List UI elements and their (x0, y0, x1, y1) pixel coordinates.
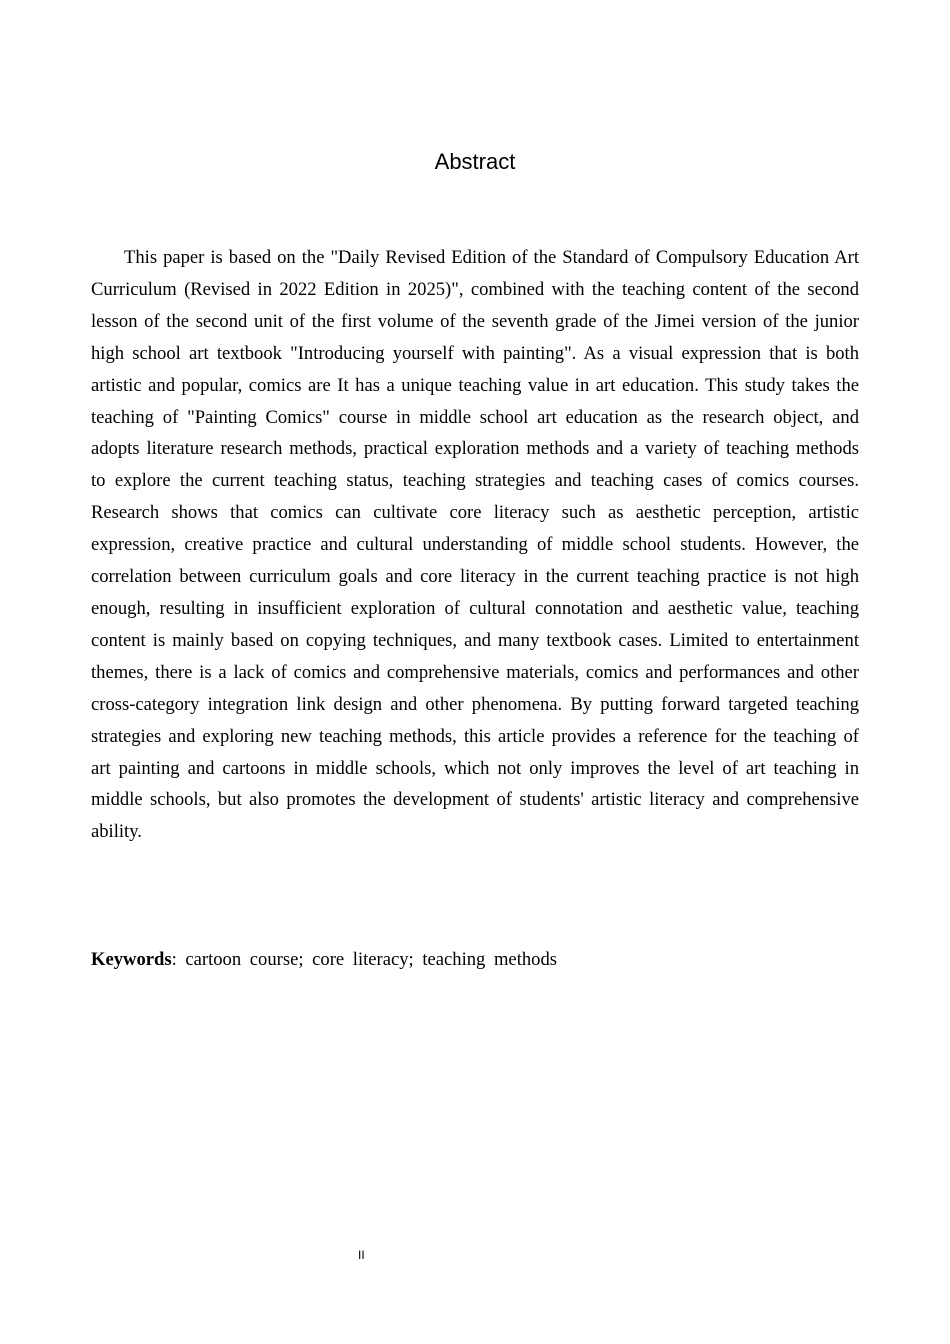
keywords-separator: : (171, 949, 177, 970)
page-number: II (358, 1248, 365, 1262)
keywords-text: cartoon course; core literacy; teaching methods (176, 949, 557, 970)
abstract-title: Abstract (434, 149, 516, 174)
keywords-label: Keywords (91, 949, 172, 970)
abstract-paragraph: This paper is based on the "Daily Revised Edition of the Standard of Compulsory Education Art Curriculum (Revised in 2022 Edition in 2025)", combined with the teaching content of the second lesson of the second unit of the first volume of the seventh grade of the Jimei version of the junior high school art textbook "Introducing yourself with painting". As a visual expression that is both artistic and popular, comics are It has a unique teaching value in art education. This study takes the teaching of "Painting Comics" course in middle school art education as the research object, and adopts literature research methods, practical exploration methods and a variety of teaching methods to explore the current teaching status, teaching strategies and teaching cases of comics courses. Research shows that comics can cultivate core literacy such as aesthetic perception, artistic expression, creative practice and cultural understanding of middle school students. However, the correlation between curriculum goals and core literacy in the current teaching practice is not high enough, resulting in insufficient exploration of cultural connotation and aesthetic value, teaching content is mainly based on copying techniques, and many textbook cases. Limited to entertainment themes, there is a lack of comics and comprehensive materials, comics and performances and other cross-category integration link design and other phenomena. By putting forward targeted teaching strategies and exploring new teaching methods, this article provides a reference for the teaching of art painting and cartoons in middle schools, which not only improves the level of art teaching in middle schools, but also promotes the development of students' artistic literacy and comprehensive ability. (91, 247, 859, 843)
keywords-line (91, 944, 859, 976)
